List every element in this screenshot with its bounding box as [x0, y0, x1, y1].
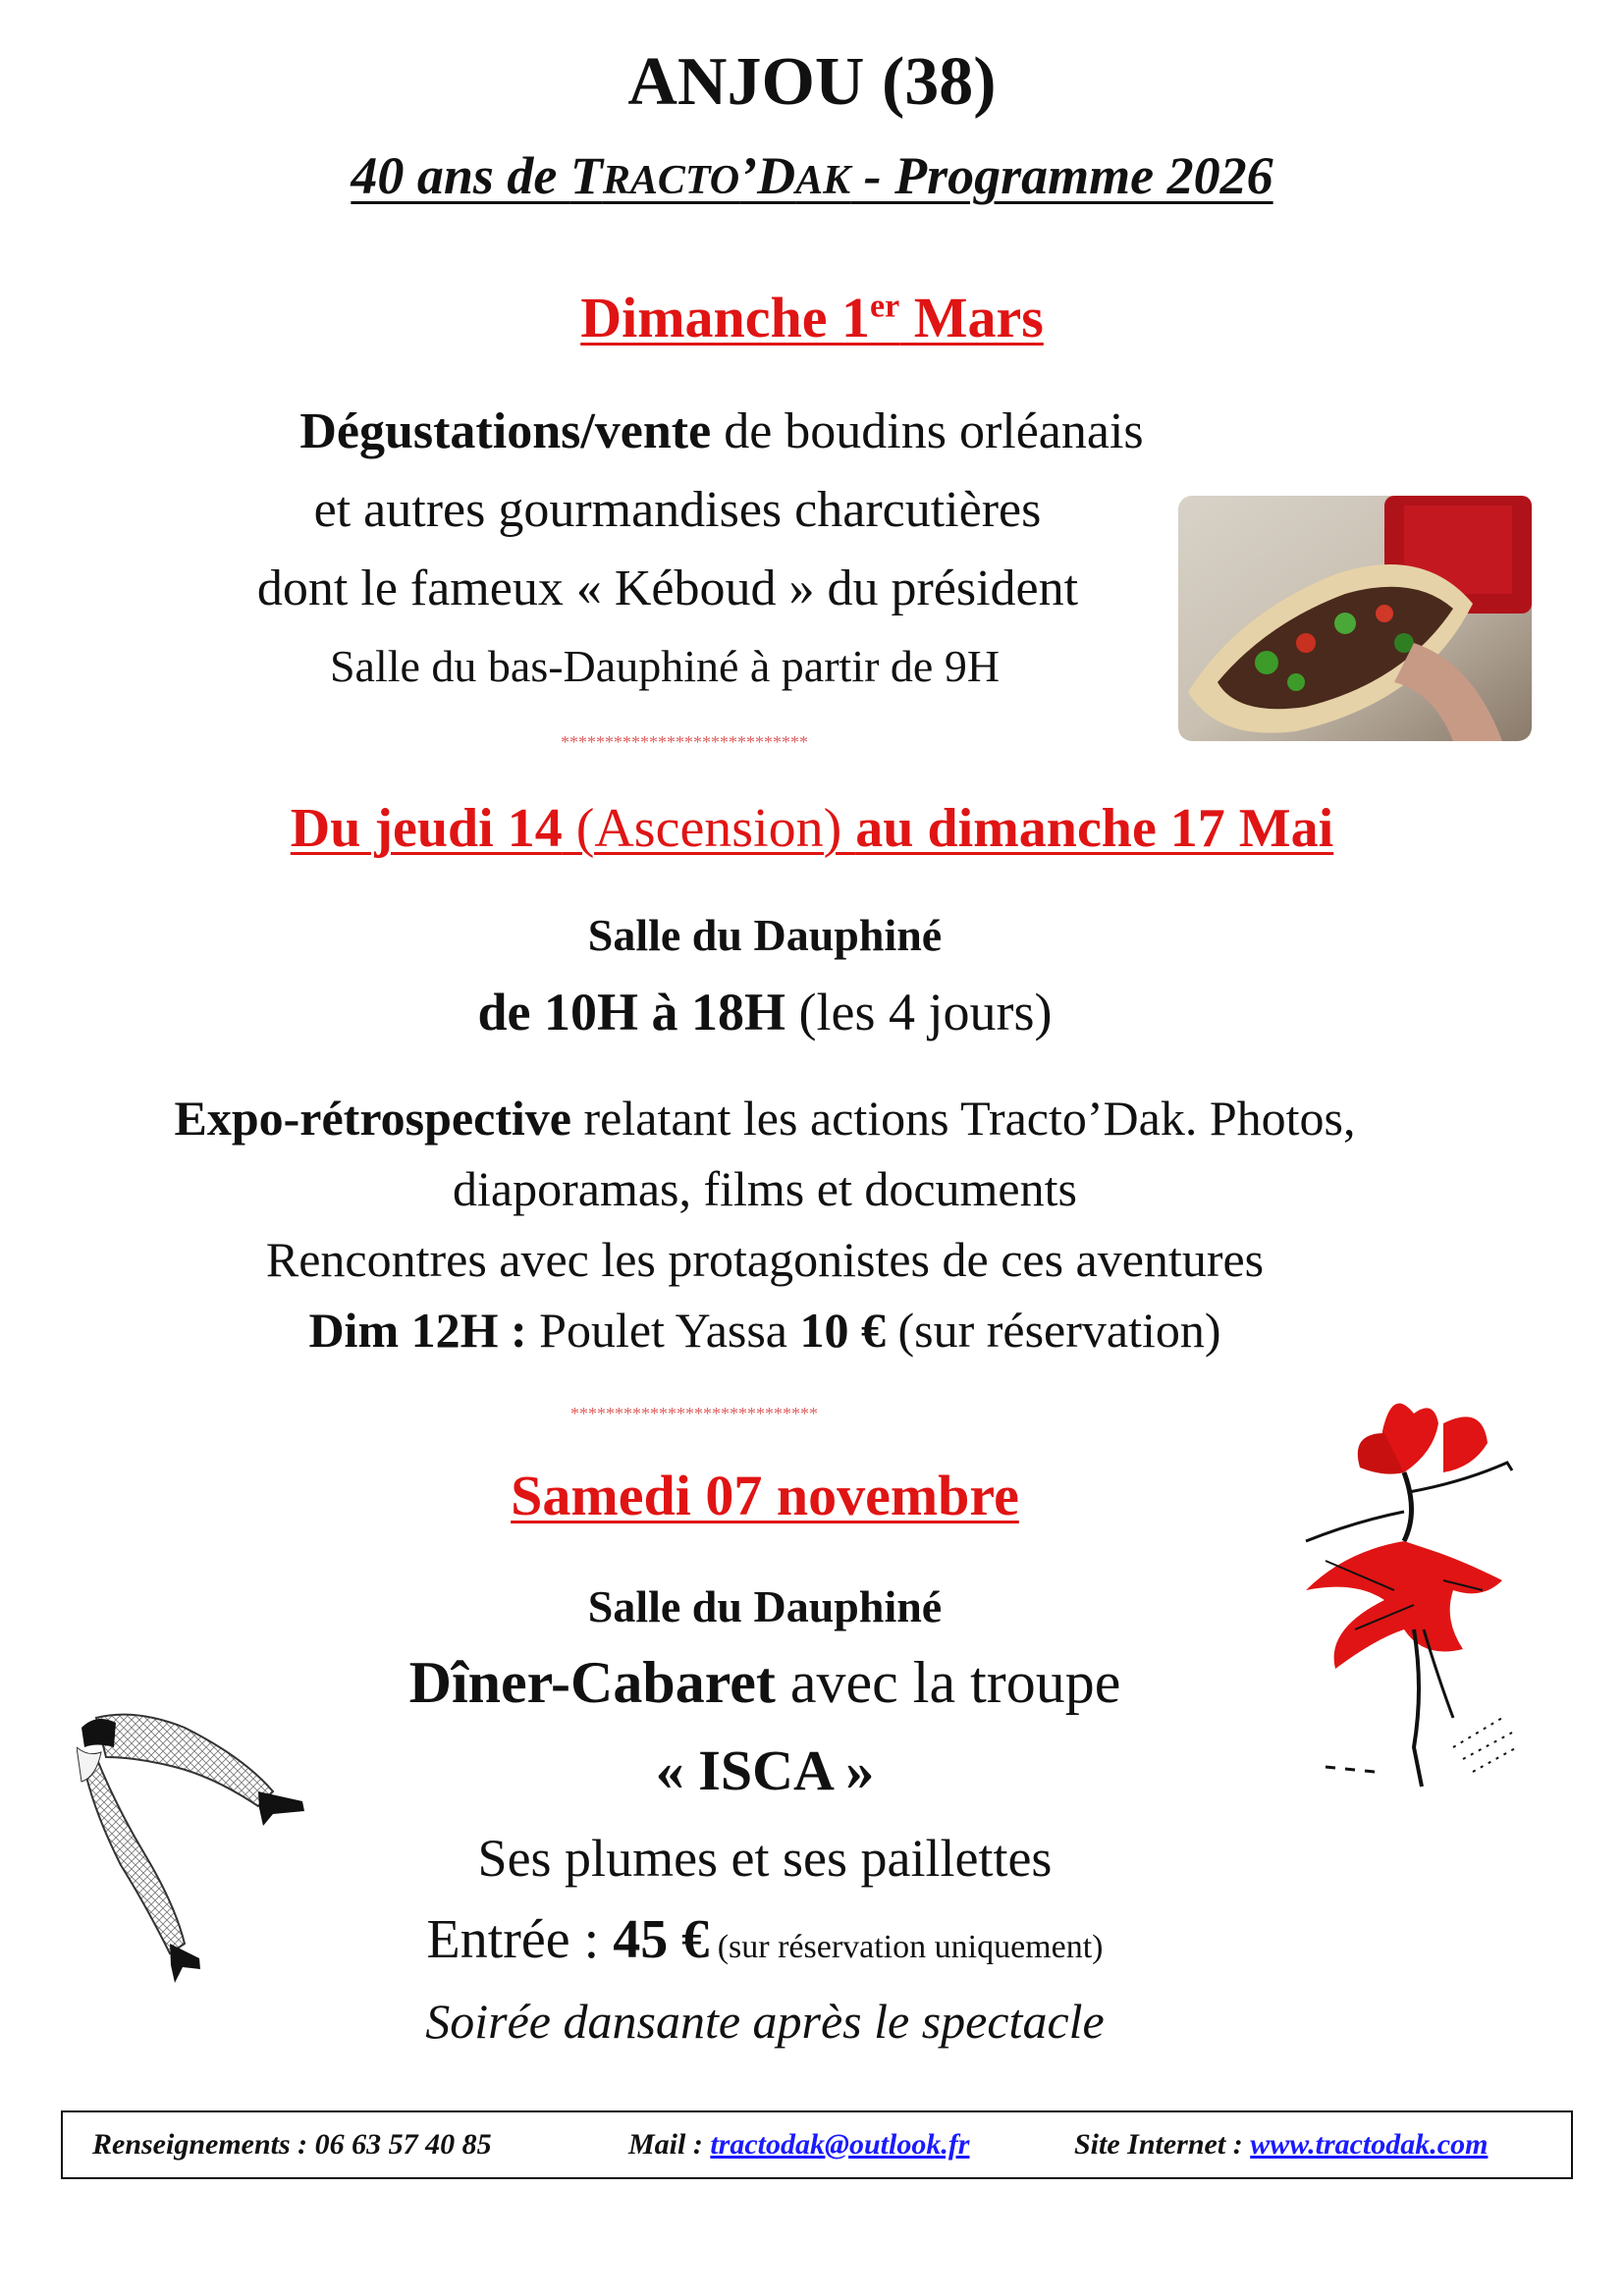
separator-1: **************************** [561, 732, 808, 752]
mail-info [628, 2128, 969, 2162]
subtitle-prefix: 40 ans de [351, 146, 570, 205]
event2-line1: Expo-rétrospective relatant les actions Tracto’Dak. Photos, [174, 1091, 1356, 1146]
site-label: Site Internet : [1074, 2128, 1251, 2161]
event2-line3: Rencontres avec les protagonistes de ces aventures [265, 1232, 1265, 1287]
event3-troupe: « ISCA » [655, 1738, 875, 1802]
event2-hours: de 10H à 18H (les 4 jours) [477, 983, 1053, 1041]
event2-venue: Salle du Dauphiné [587, 910, 943, 960]
contact-footer [61, 2110, 1573, 2179]
event1-line1: Dégustations/vente de boudins orléanais [299, 403, 1144, 459]
event3-price: Entrée : 45 € (sur réservation uniquement) [426, 1909, 1104, 1970]
event3-line1: Dîner-Cabaret avec la troupe [408, 1650, 1121, 1715]
brand-smallcaps-2: AK [795, 158, 851, 203]
event3-closing: Soirée dansante après le spectacle [425, 1994, 1105, 2049]
brand-initial: T [569, 146, 603, 205]
site-info [1074, 2128, 1488, 2162]
separator-2: **************************** [570, 1404, 818, 1423]
event1-heading: Dimanche 1er Mars [580, 286, 1044, 349]
event3-venue: Salle du Dauphiné [587, 1581, 943, 1631]
red-feather-dancer-drawing [1267, 1394, 1551, 1806]
subtitle-suffix: - Programme 2026 [850, 146, 1273, 205]
event1-line2: et autres gourmandises charcutières [313, 482, 1042, 538]
page-title: ANJOU (38) [627, 44, 997, 120]
phone-info: Renseignements : 06 63 57 40 85 [92, 2128, 492, 2161]
brand-separator: ’D [739, 146, 796, 205]
event1-line3: dont le fameux « Kéboud » du président [256, 561, 1079, 616]
event2-line2: diaporamas, films et documents [453, 1161, 1077, 1216]
event2-line4: Dim 12H : Poulet Yassa 10 € (sur réservation) [308, 1303, 1221, 1358]
page-subtitle [0, 145, 1624, 206]
event3-heading: Samedi 07 novembre [511, 1464, 1019, 1527]
event3-line3: Ses plumes et ses paillettes [477, 1829, 1053, 1888]
site-link[interactable]: www.tractodak.com [1250, 2128, 1489, 2161]
stockings-legs-drawing [77, 1688, 312, 1983]
event2-heading: Du jeudi 14 (Ascension) au dimanche 17 Mai [290, 798, 1334, 859]
mail-label: Mail : [628, 2128, 711, 2161]
brand-smallcaps-1: RACTO [602, 158, 740, 203]
mail-link[interactable]: tractodak@outlook.fr [710, 2128, 970, 2161]
event1-line4: Salle du bas-Dauphiné à partir de 9H [329, 641, 1001, 691]
